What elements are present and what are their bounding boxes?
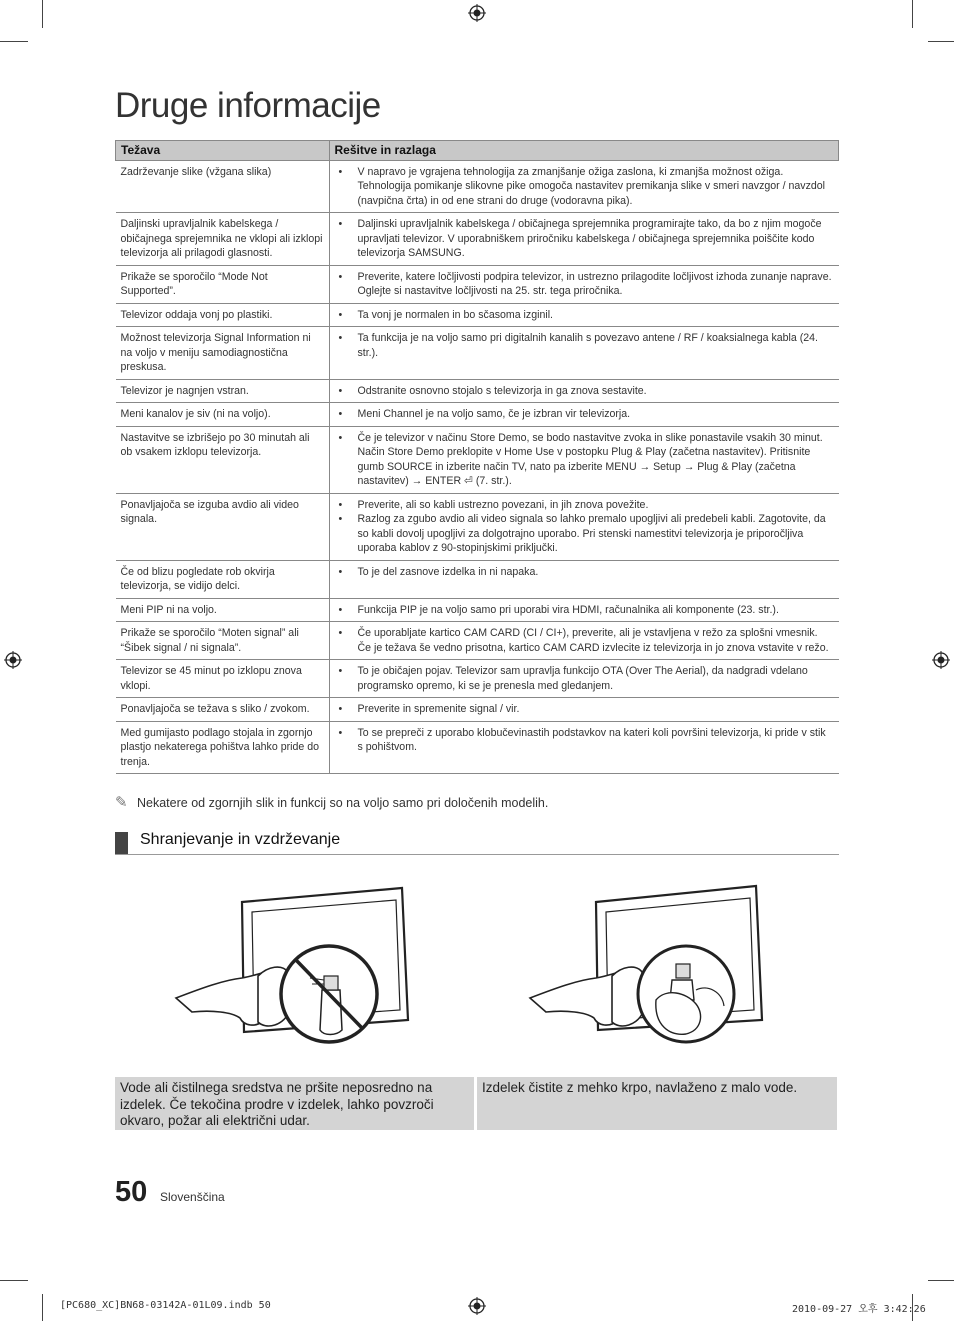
table-row xyxy=(116,265,839,303)
solution-item: • To se prepreči z uporabo klobučevinastih podstavkov na kateri koli površini televizorja, ki pride v stik s pohištvom. xyxy=(358,726,833,755)
solution-list xyxy=(335,217,833,261)
table-body xyxy=(116,160,839,774)
solution-cell xyxy=(329,660,839,698)
table-row xyxy=(116,622,839,660)
solution-item: • V napravo je vgrajena tehnologija za zmanjšanje ožiga zaslona, ki zmanjša možnost ožiga. Tehnologija pomikanje slikovne pike omogoča nastavitev premikanja slike v smeri navzgor / navzdol (navpična črta) in od ene strani do druge (vodoravna pika). xyxy=(358,165,833,209)
solution-list xyxy=(335,165,833,209)
solution-cell xyxy=(329,327,839,380)
solution-list xyxy=(335,431,833,489)
solution-list xyxy=(335,331,833,360)
table-row xyxy=(116,426,839,493)
page-language: Slovenščina xyxy=(160,1190,225,1204)
solution-list xyxy=(335,626,833,655)
table-row xyxy=(116,213,839,266)
solution-list xyxy=(335,384,833,399)
solution-list xyxy=(335,726,833,755)
table-row xyxy=(116,493,839,560)
pencil-note-icon: ✎ xyxy=(115,794,128,811)
crop-mark xyxy=(912,0,913,28)
crop-mark xyxy=(928,41,954,42)
hand-cloth xyxy=(176,967,290,1026)
solution-cell xyxy=(329,426,839,493)
page-title: Druge informacije xyxy=(115,86,381,125)
solution-item: • Odstranite osnovno stojalo s televizorja in ga znova sestavite. xyxy=(358,384,833,399)
table-header-row xyxy=(116,141,839,161)
registration-mark-icon xyxy=(932,651,950,669)
table-row xyxy=(116,598,839,622)
problem-cell: Prikaže se sporočilo “Mode Not Supported”. xyxy=(116,265,330,303)
solution-cell xyxy=(329,303,839,327)
solution-list xyxy=(335,664,833,693)
solution-item: • Če je televizor v načinu Store Demo, se bodo nastavitve zvoka in slike ponastavile vsakih 30 minut. Način Store Demo preklopite v Home Use v postopku Plug & Play (začetna nastavitev). Pritisnite gumb SOURCE in izberite način TV, nato pa izberite MENU → Setup → Plug & Play (začetna nastavitev) → ENTER ⏎ (7. str.). xyxy=(358,431,833,489)
table-row xyxy=(116,303,839,327)
problem-cell: Prikaže se sporočilo “Moten signal” ali “Šibek signal / ni signala”. xyxy=(116,622,330,660)
solution-cell xyxy=(329,721,839,774)
column-header-solutions: Rešitve in razlaga xyxy=(329,141,839,161)
caption-clean-with-cloth: Izdelek čistite z mehko krpo, navlaženo z malo vode. xyxy=(477,1077,837,1130)
problem-cell: Daljinski upravljalnik kabelskega / običajnega sprejemnika ne vklopi ali izklopi televizorja ali prilagodi glasnosti. xyxy=(116,213,330,266)
solution-item: • Če uporabljate kartico CAM CARD (CI / CI+), preverite, ali je vstavljena v režo za splošni vmesnik. Če je težava še vedno prisotna, kartico CAM CARD izvlecite iz televizorja in jo znova vstavite v režo. xyxy=(358,626,833,655)
solution-item: • Preverite, katere ločljivosti podpira televizor, in ustrezno prilagodite ločljivost izhoda zunanje naprave. Oglejte si nastavitve ločljivosti na 25. str. tega priročnika. xyxy=(358,270,833,299)
solution-cell xyxy=(329,403,839,427)
crop-mark xyxy=(0,41,28,42)
hand-cloth xyxy=(530,967,644,1026)
problem-cell: Meni PIP ni na voljo. xyxy=(116,598,330,622)
section-heading-bar xyxy=(115,832,128,854)
solution-item: • To je del zasnove izdelka in ni napaka. xyxy=(358,565,833,580)
solution-item: • Meni Channel je na voljo samo, če je izbran vir televizorja. xyxy=(358,407,833,422)
problem-cell: Ponavljajoča se izguba avdio ali video signala. xyxy=(116,493,330,560)
solution-cell xyxy=(329,160,839,213)
solution-cell xyxy=(329,598,839,622)
problem-cell: Zadrževanje slike (vžgana slika) xyxy=(116,160,330,213)
note xyxy=(115,793,548,811)
solution-cell xyxy=(329,265,839,303)
solution-item: • Ta funkcija je na voljo samo pri digitalnih kanalih s povezavo antene / RF / koaksialnega kabla (24. str.). xyxy=(358,331,833,360)
solution-item: • Preverite in spremenite signal / vir. xyxy=(358,702,833,717)
crop-mark xyxy=(0,1280,28,1281)
table-row xyxy=(116,560,839,598)
solution-list xyxy=(335,308,833,323)
solution-item: • Preverite, ali so kabli ustrezno povezani, in jih znova povežite. xyxy=(358,498,833,513)
solution-cell xyxy=(329,379,839,403)
table-row xyxy=(116,403,839,427)
caption-do-not-spray: Vode ali čistilnega sredstva ne pršite neposredno na izdelek. Če tekočina prodre v izdelek, lahko povzroči okvaro, požar ali električni udar. xyxy=(115,1077,474,1130)
solution-cell xyxy=(329,560,839,598)
solution-list xyxy=(335,498,833,556)
solution-list xyxy=(335,603,833,618)
solution-item: • Razlog za zgubo avdio ali video signala so lahko premalo upogljivi ali predebeli kabli. Zagotovite, da so kabli dovolj upogljivi za dolgotrajno uporabo. Pri stenski namestitvi televizorja je priporočljiva uporaba kablov z 90-stopinjskimi priključki. xyxy=(358,512,833,556)
spray-cloth-icon xyxy=(638,946,734,1042)
troubleshooting-table xyxy=(115,140,839,774)
table-row xyxy=(116,660,839,698)
solution-list xyxy=(335,407,833,422)
problem-cell: Če od blizu pogledate rob okvirja televizorja, se vidijo delci. xyxy=(116,560,330,598)
solution-cell xyxy=(329,213,839,266)
problem-cell: Nastavitve se izbrišejo po 30 minutah ali ob vsakem izklopu televizorja. xyxy=(116,426,330,493)
problem-cell: Možnost televizorja Signal Information ni na voljo v meniju samodiagnostična preskusa. xyxy=(116,327,330,380)
section-heading-text: Shranjevanje in vzdrževanje xyxy=(140,831,341,848)
prohibited-spray-icon xyxy=(281,946,377,1042)
solution-item: • Funkcija PIP je na voljo samo pri uporabi vira HDMI, računalnika ali komponente (23. str.). xyxy=(358,603,833,618)
registration-mark-icon xyxy=(468,4,486,22)
solution-list xyxy=(335,565,833,580)
table-row xyxy=(116,160,839,213)
crop-mark xyxy=(42,0,43,28)
solution-cell xyxy=(329,493,839,560)
problem-cell: Ponavljajoča se težava s sliko / zvokom. xyxy=(116,698,330,722)
solution-cell xyxy=(329,622,839,660)
solution-list xyxy=(335,270,833,299)
solution-item: • Ta vonj je normalen in bo sčasoma izginil. xyxy=(358,308,833,323)
solution-item: • Daljinski upravljalnik kabelskega / običajnega sprejemnika programirajte tako, da bo z njim mogoče upravljati televizor. V uporabniškem priročniku kabelskega / običajnega sprejemnika poiščite kodo televizorja SAMSUNG. xyxy=(358,217,833,261)
table-row xyxy=(116,379,839,403)
solution-item: • To je običajen pojav. Televizor sam upravlja funkcijo OTA (Over The Aerial), da nadgradi vdelano programsko opremo, ki se je prenesla med gledanjem. xyxy=(358,664,833,693)
table-row xyxy=(116,327,839,380)
footer-date-info: 2010-09-27 오후 3:42:26 xyxy=(792,1304,926,1315)
registration-mark-icon xyxy=(468,1297,486,1315)
crop-mark xyxy=(42,1294,43,1321)
problem-cell: Televizor je nagnjen vstran. xyxy=(116,379,330,403)
table-row xyxy=(116,698,839,722)
illustration-no-spray xyxy=(172,880,422,1050)
column-header-problem: Težava xyxy=(116,141,330,161)
registration-mark-icon xyxy=(4,651,22,669)
illustration-spray-cloth xyxy=(526,880,776,1050)
problem-cell: Televizor oddaja vonj po plastiki. xyxy=(116,303,330,327)
solution-list xyxy=(335,702,833,717)
table-row xyxy=(116,721,839,774)
solution-cell xyxy=(329,698,839,722)
note-text: Nekatere od zgornjih slik in funkcij so na voljo samo pri določenih modelih. xyxy=(137,796,549,810)
page-number: 50 xyxy=(115,1176,148,1208)
problem-cell: Med gumijasto podlago stojala in zgornjo plastjo nekaterega pohištva lahko pride do trenja. xyxy=(116,721,330,774)
footer-file-info: [PC680_XC]BN68-03142A-01L09.indb 50 xyxy=(60,1300,271,1311)
crop-mark xyxy=(928,1280,954,1281)
problem-cell: Meni kanalov je siv (ni na voljo). xyxy=(116,403,330,427)
section-heading xyxy=(115,830,839,855)
problem-cell: Televizor se 45 minut po izklopu znova vklopi. xyxy=(116,660,330,698)
